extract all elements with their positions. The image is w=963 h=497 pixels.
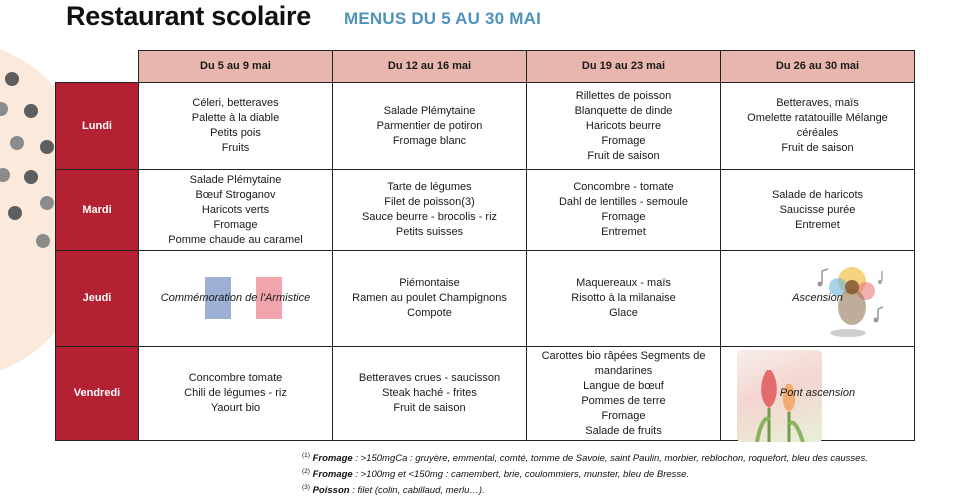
- day-row-jeudi: [56, 251, 915, 347]
- menu-line: Betteraves, maïs: [776, 97, 859, 109]
- menu-line: Chili de légumes - riz: [184, 387, 287, 399]
- footnote: $^{(2)}$ Fromage : >100mg et <150mg : camembert, brie, coulommiers, munster, bleu de Bresse.: [302, 468, 690, 481]
- menu-line: Petits pois: [210, 127, 261, 139]
- menu-line: Salade Plémytaine: [189, 173, 282, 186]
- menu-line: Ascension: [792, 292, 843, 304]
- menu-line: Parmentier de potiron: [376, 119, 483, 132]
- day-row-vendredi: [56, 347, 915, 441]
- day-row-lundi: [56, 83, 915, 170]
- menu-line: Filet de poisson(3): [384, 196, 475, 208]
- footnote: $^{(1)}$ Fromage : >150mgCa : gruyère, emmental, comté, tomme de Savoie, saint Paulin, morbier, reblochon, roquefort, bleu des causses.: [302, 452, 868, 465]
- day-label: Jeudi: [56, 251, 139, 347]
- menu-line: Glace: [609, 307, 638, 319]
- menu-line: Fromage: [601, 211, 646, 223]
- menu-line: Bœuf Stroganov: [195, 188, 276, 201]
- menu-line: Pomme chaude au caramel: [168, 233, 303, 246]
- week-header: Du 26 au 30 mai: [721, 51, 915, 83]
- menu-line: Fruit de saison: [393, 402, 466, 414]
- menu-cell: [721, 170, 915, 251]
- menu-line: Céleri, betteraves: [192, 97, 279, 109]
- menu-line: Haricots verts: [201, 203, 270, 216]
- menu-line: Maquereaux - maïs: [576, 277, 671, 289]
- menu-cell: [139, 347, 333, 441]
- week-header: Du 19 au 23 mai: [527, 51, 721, 83]
- menu-line: céréales: [796, 127, 839, 139]
- menu-line: Salade de haricots: [771, 188, 864, 201]
- menu-line: Palette à la diable: [191, 112, 280, 124]
- menu-line: Concombre - tomate: [573, 181, 674, 193]
- menu-cell: [527, 170, 721, 251]
- corner-cell: [56, 51, 139, 83]
- menu-line: Fruit de saison: [781, 142, 854, 154]
- menu-line: Pommes de terre: [581, 394, 666, 407]
- menu-line: Fromage: [213, 218, 258, 231]
- footnotes: [302, 449, 868, 497]
- menu-line: Yaourt bio: [210, 402, 261, 414]
- menu-line: Omelette ratatouille Mélange: [747, 112, 888, 124]
- menu-line: Langue de bœuf: [583, 379, 664, 392]
- menu-cell: [139, 83, 333, 170]
- menu-line: Fromage blanc: [392, 134, 467, 147]
- page-subtitle: MENUS DU 5 AU 30 MAI: [344, 9, 542, 28]
- week-header: Du 12 au 16 mai: [333, 51, 527, 83]
- menu-line: Pont ascension: [779, 387, 856, 399]
- menu-line: Concombre tomate: [188, 372, 283, 384]
- menu-line: Fruits: [221, 142, 250, 154]
- menu-line: Compote: [407, 307, 452, 319]
- menu-line: Betteraves crues - saucisson: [358, 372, 501, 384]
- menu-cell: [139, 251, 333, 347]
- footnote: $^{(3)}$ Poisson : filet (colin, cabillaud, merlu…).: [302, 484, 485, 497]
- menu-cell: [139, 170, 333, 251]
- menu-line: Tarte de légumes: [387, 181, 472, 193]
- menu-cell: [333, 347, 527, 441]
- page-title: Restaurant scolaire: [66, 1, 311, 31]
- menu-cell: [527, 251, 721, 347]
- menu-line: Fromage: [601, 409, 646, 422]
- menu-line: Risotto à la milanaise: [571, 292, 676, 304]
- menu-cell: [721, 83, 915, 170]
- day-label: Vendredi: [56, 347, 139, 441]
- menu-line: Fromage: [601, 134, 646, 147]
- menu-cell: [527, 83, 721, 170]
- menu-line: Ramen au poulet Champignons: [352, 292, 507, 304]
- menu-cell: [721, 251, 915, 347]
- menu-line: Petits suisses: [395, 226, 464, 238]
- menu-line: Piémontaise: [399, 277, 460, 289]
- menu-line: Salade Plémytaine: [383, 104, 476, 117]
- week-header: Du 5 au 9 mai: [139, 51, 333, 83]
- menu-line: Entremet: [795, 218, 840, 231]
- menu-table: [55, 50, 915, 441]
- menu-line: Commémoration de l'Armistice: [160, 292, 311, 304]
- menu-line: Blanquette de dinde: [574, 104, 673, 117]
- menu-line: Entremet: [601, 226, 646, 238]
- day-label: Mardi: [56, 170, 139, 251]
- menu-cell: [721, 347, 915, 441]
- week-header-row: [56, 51, 915, 83]
- menu-line: Rillettes de poisson: [575, 89, 672, 102]
- menu-cell: [333, 251, 527, 347]
- menu-line: Steak haché - frites: [382, 387, 477, 399]
- menu-cell: [333, 83, 527, 170]
- menu-line: mandarines: [594, 364, 653, 377]
- menu-cell: [333, 170, 527, 251]
- day-row-mardi: [56, 170, 915, 251]
- menu-line: Salade de fruits: [585, 424, 662, 437]
- menu-line: Haricots beurre: [585, 119, 662, 132]
- menu-line: Sauce beurre - brocolis - riz: [361, 211, 498, 223]
- menu-line: Fruit de saison: [587, 149, 660, 162]
- menu-line: Saucisse purée: [779, 203, 856, 216]
- menu-cell: [527, 347, 721, 441]
- day-label: Lundi: [56, 83, 139, 170]
- menu-line: Carottes bio râpées Segments de: [541, 349, 706, 362]
- menu-line: Dahl de lentilles - semoule: [558, 196, 688, 208]
